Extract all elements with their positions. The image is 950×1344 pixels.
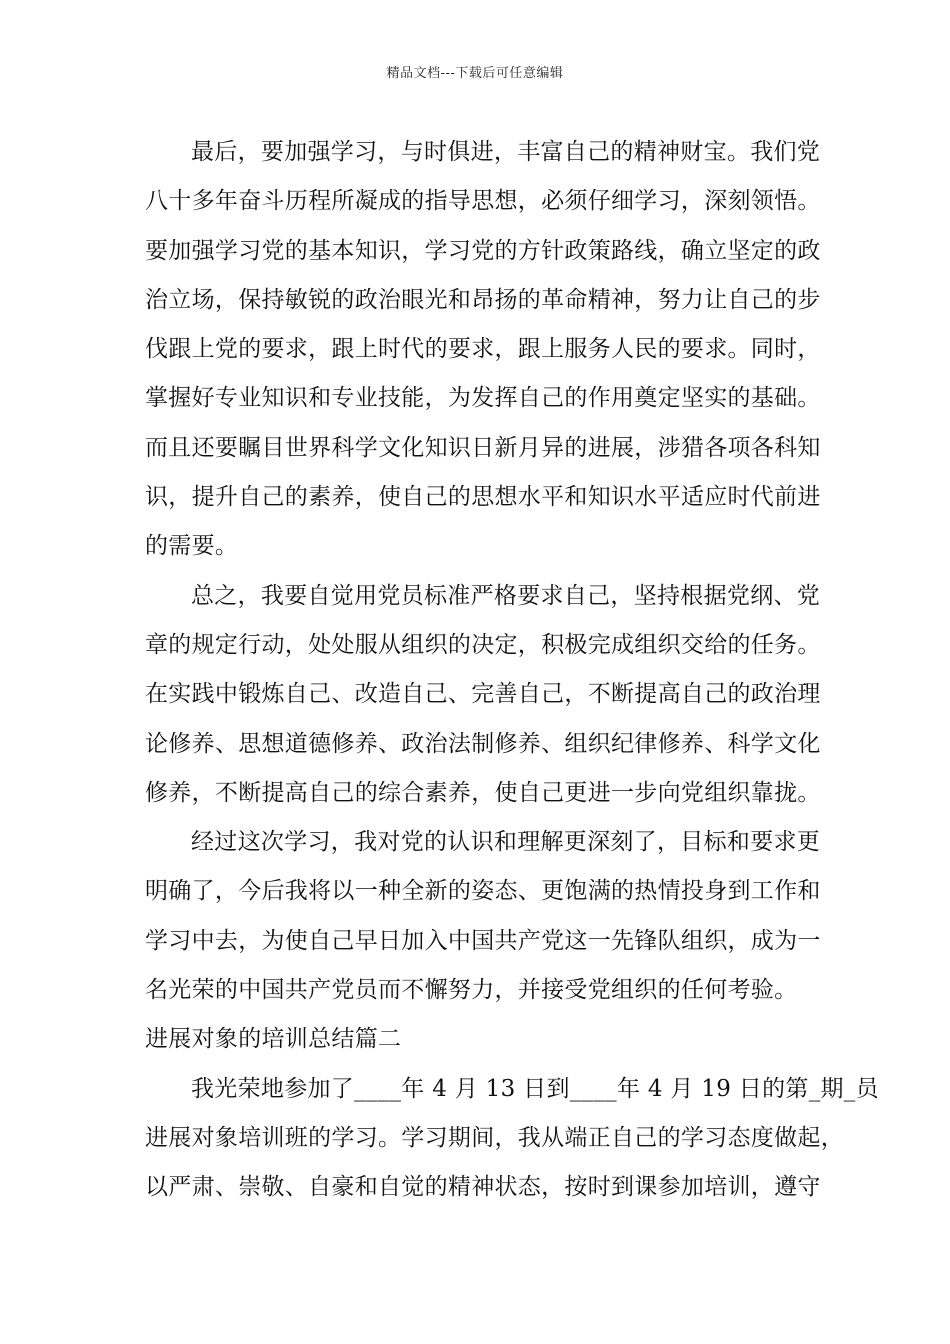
text-line: 的需要。 [145, 533, 239, 560]
text-line: 经过这次学习，我对党的认识和理解更深刻了，目标和要求更 [191, 829, 821, 856]
document-body [145, 128, 879, 1213]
text-line: 进展对象培训班的学习。学习期间，我从端正自己的学习态度做起， [145, 1124, 844, 1151]
text-line: 总之，我要自觉用党员标准严格要求自己，坚持根据党纲、党 [191, 582, 821, 609]
text-line: 识，提升自己的素养，使自己的思想水平和知识水平适应时代前进 [145, 484, 821, 511]
text-line: 修养，不断提高自己的综合素养，使自己更进一步向党组织靠拢。 [145, 779, 821, 806]
paragraph-conclusion [145, 818, 821, 1015]
text-line: 而且还要瞩目世界科学文化知识日新月异的进展，涉猎各项各科知 [145, 434, 821, 461]
paragraph-study [145, 128, 821, 572]
text-line: 最后，要加强学习，与时俱进，丰富自己的精神财宝。我们党 [191, 139, 821, 165]
text-line: 明确了，今后我将以一种全新的姿态、更饱满的热情投身到工作和 [145, 878, 821, 905]
text-line: 要加强学习党的基本知识，学习党的方针政策路线，确立坚定的政 [145, 237, 821, 264]
text-line: 学习中去，为使自己早日加入中国共产党这一先锋队组织，成为一 [145, 927, 821, 954]
text-line: 以严肃、崇敬、自豪和自觉的精神状态，按时到课参加培训，遵守 [145, 1174, 821, 1201]
section-heading [145, 1015, 815, 1064]
page-header: 精品文档---下载后可任意编辑 [386, 66, 564, 81]
section-title: 进展对象的培训总结篇二 [145, 1026, 402, 1053]
paragraph-training [145, 1065, 879, 1213]
text-line: 在实践中锻炼自己、改造自己、完善自己，不断提高自己的政治理 [145, 681, 821, 708]
text-line: 章的规定行动，处处服从组织的决定，积极完成组织交给的任务。 [145, 631, 821, 658]
text-line: 伐跟上党的要求，跟上时代的要求，跟上服务人民的要求。同时， [145, 336, 821, 363]
text-line: 名光荣的中国共产党员而不懈努力，并接受党组织的任何考验。 [145, 977, 798, 1004]
text-line: 治立场，保持敏锐的政治眼光和昂扬的革命精神，努力让自己的步 [145, 286, 821, 313]
text-line: 我光荣地参加了____年 4 月 13 日到____年 4 月 19 日的第_期_员 [191, 1075, 879, 1102]
text-line: 论修养、思想道德修养、政治法制修养、组织纪律修养、科学文化 [145, 730, 821, 757]
text-line: 八十多年奋斗历程所凝成的指导思想，必须仔细学习，深刻领悟。 [145, 188, 821, 215]
text-line: 掌握好专业知识和专业技能，为发挥自己的作用奠定坚实的基础。 [145, 385, 821, 412]
paragraph-summary [145, 572, 821, 818]
